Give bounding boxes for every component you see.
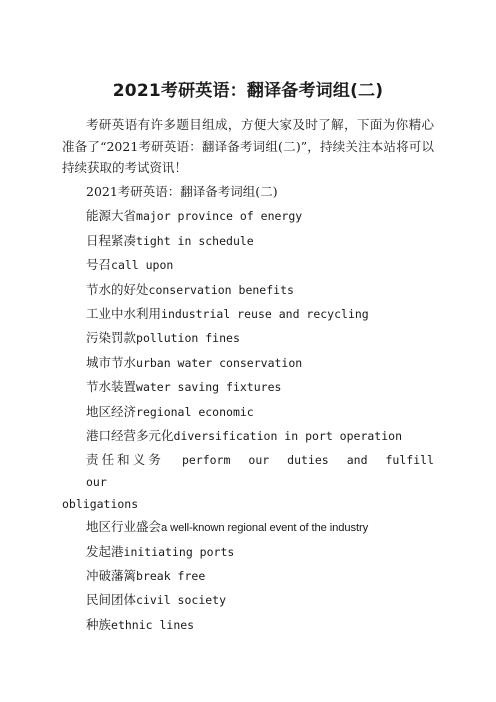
phrase-chinese: 冲破藩篱	[86, 568, 137, 584]
phrase-chinese: 日程紧凑	[86, 232, 137, 248]
phrase-english: major province of energy	[136, 209, 303, 224]
justified-line	[86, 449, 434, 493]
list-item	[62, 278, 434, 302]
list-item	[62, 375, 434, 399]
list-item	[62, 400, 434, 424]
phrase-english: urban water conservation	[136, 355, 303, 370]
phrase-chinese: 责任和义务	[86, 452, 164, 468]
subtitle-text: 2021考研英语：翻译备考词组(二)	[86, 184, 278, 199]
list-item	[62, 351, 434, 375]
phrase-chinese: 污染罚款	[86, 330, 137, 346]
list-item	[62, 229, 434, 253]
phrase-english: pollution fines	[136, 331, 240, 346]
list-item	[62, 448, 434, 515]
phrase-chinese: 城市节水	[86, 354, 137, 370]
phrase-english: initiating ports	[123, 544, 235, 559]
phrase-english: ethnic lines	[111, 617, 195, 632]
phrase-chinese: 地区行业盛会	[86, 519, 162, 535]
phrase-english: tight in schedule	[136, 233, 254, 248]
list-item	[62, 588, 434, 612]
phrase-english: a well-known regional event of the industry	[161, 522, 369, 535]
list-item	[62, 326, 434, 350]
list-item	[62, 302, 434, 326]
intro-paragraph: 考研英语有许多题目组成，方便大家及时了解，下面为你精心准备了“2021考研英语：翻译备考词组(二)”，持续关注本站将可以持续获取的考试资讯！	[62, 117, 434, 175]
phrase-chinese: 种族	[86, 616, 112, 632]
list-subtitle	[62, 180, 434, 204]
phrase-chinese: 民间团体	[86, 592, 137, 608]
phrase-english: civil society	[136, 593, 227, 608]
phrase-chinese: 能源大省	[86, 208, 137, 224]
list-item	[62, 424, 434, 448]
list-item	[62, 613, 434, 637]
phrase-english: perform our duties and fulfill our	[86, 453, 434, 490]
phrase-english: break free	[136, 569, 206, 584]
phrase-chinese: 号召	[86, 257, 112, 273]
phrase-chinese: 节水装置	[86, 379, 137, 395]
phrase-english: industrial reuse and recycling	[161, 306, 369, 321]
list-item	[62, 204, 434, 228]
phrase-chinese: 发起港	[86, 543, 124, 559]
phrase-english: water saving fixtures	[136, 380, 282, 395]
list-item	[62, 515, 434, 539]
phrase-chinese: 地区经济	[86, 403, 137, 419]
phrase-chinese: 节水的好处	[86, 281, 149, 297]
phrase-english-continued: obligations	[62, 497, 139, 512]
phrase-chinese: 港口经营多元化	[86, 427, 174, 443]
phrase-english: diversification in port operation	[173, 428, 402, 443]
list-item	[62, 253, 434, 277]
list-item	[62, 540, 434, 564]
phrase-english: conservation benefits	[148, 282, 294, 297]
page-title: 2021考研英语：翻译备考词组(二)	[112, 81, 384, 101]
phrase-english: call upon	[111, 258, 174, 273]
list-item	[62, 564, 434, 588]
phrase-list	[62, 180, 434, 637]
phrase-english: regional economic	[136, 404, 254, 419]
phrase-chinese: 工业中水利用	[86, 305, 162, 321]
